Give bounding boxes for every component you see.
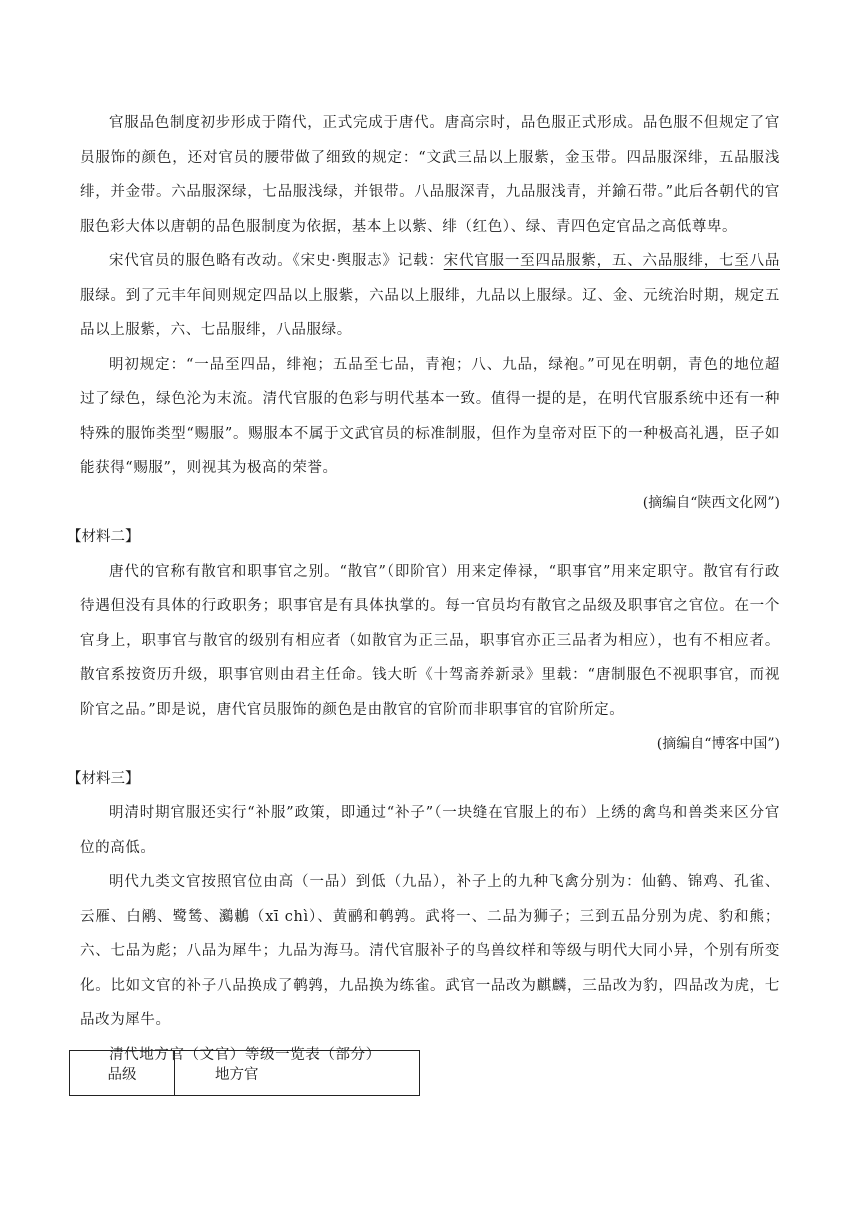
table-caption: 清代地方官（文官）等级一览表（部分） xyxy=(109,1046,381,1063)
article-body xyxy=(67,106,780,1072)
material3-paragraph-2: 明代九类文官按照官位由高（一品）到低（九品），补子上的九种飞禽分别为：仙鹤、锦鸡、孔雀、云雁、白鹇、鹭鸶、鸂鶒（xī chì）、黄鹂和鹌鹑。武将一、二品为狮子；三到五品分别为虎、豹和熊；六、七品为彪；八品为犀牛；九品为海马。清代官服补子的鸟兽纹样和等级与明代大同小异，个别有所变化。比如文官的补子八品换成了鹌鹑，九品换为练雀。武官一品改为麒麟，三品改为豹，四品改为虎，七品改为犀牛。 xyxy=(80,874,780,1028)
header-local-official: 地方官 xyxy=(175,1051,420,1096)
material2-paragraph-1: 唐代的官称有散官和职事官之别。“散官”（即阶官）用来定俸禄，“职事官”用来定职守。散官有行政待遇但没有具体的行政职务；职事官是有具体执掌的。每一官员均有散官之品级及职事官之官位。在一个官身上，职事官与散官的级别有相应者（如散官为正三品，职事官亦正三品者为相应），也有不相应者。散官系按资历升级，职事官则由君主任命。钱大昕《十驾斋养新录》里载：“唐制服色不视职事官，而视阶官之品。”即是说，唐代官员服饰的颜色是由散官的官阶而非职事官的官阶所定。 xyxy=(80,563,780,718)
material3-heading: 【材料三】 xyxy=(67,770,140,787)
material1-paragraph-3: 明初规定：“一品至四品，绯袍；五品至七品，青袍；八、九品，绿袍。”可见在明朝，青色的地位超过了绿色，绿色沦为末流。清代官服的色彩与明代基本一致。值得一提的是，在明代官服系统中还有一种特殊的服饰类型“赐服”。赐服本不属于文武官员的标准制服，但作为皇帝对臣下的一种极高礼遇，臣子如能获得“赐服”，则视其为极高的荣誉。 xyxy=(80,356,780,476)
material2-heading: 【材料二】 xyxy=(67,529,140,545)
header-rank: 品级 xyxy=(70,1051,175,1096)
material3-paragraph-1: 明清时期官服还实行“补服”政策，即通过“补子”（一块缝在官服上的布）上绣的禽鸟和兽类来区分官位的高低。 xyxy=(80,805,780,856)
material1-p2-lead: 宋代官员的服色略有改动。《宋史·舆服志》记载： xyxy=(109,253,444,269)
table-header-row xyxy=(70,1051,420,1096)
material1-paragraph-1: 官服品色制度初步形成于隋代，正式完成于唐代。唐高宗时，品色服正式形成。品色服不但规定了官员服饰的颜色，还对官员的腰带做了细致的规定：“文武三品以上服紫，金玉带。四品服深绯，五品服浅绯，并金带。六品服深绿，七品服浅绿，并银带。八品服深青，九品服浅青，并鍮石带。”此后各朝代的官服色彩大体以唐朝的品色服制度为依据，基本上以紫、绯（红色）、绿、青四色定官品之高低尊卑。 xyxy=(80,115,780,235)
underlined-quote: 宋代官服一至四品服紫，五、六品服绯，七至八品 xyxy=(443,253,780,269)
material1-p2-rest: 服绿。到了元丰年间则规定四品以上服紫，六品以上服绯，九品以上服绿。辽、金、元统治时期，规定五品以上服紫，六、七品服绯，八品服绿。 xyxy=(80,287,780,338)
material1-paragraph-2 xyxy=(80,244,780,348)
material1-source: (摘编自“陕西文化网”) xyxy=(642,494,780,511)
official-rank-table xyxy=(69,1050,420,1096)
material2-source: (摘编自“博客中国”) xyxy=(656,736,780,752)
